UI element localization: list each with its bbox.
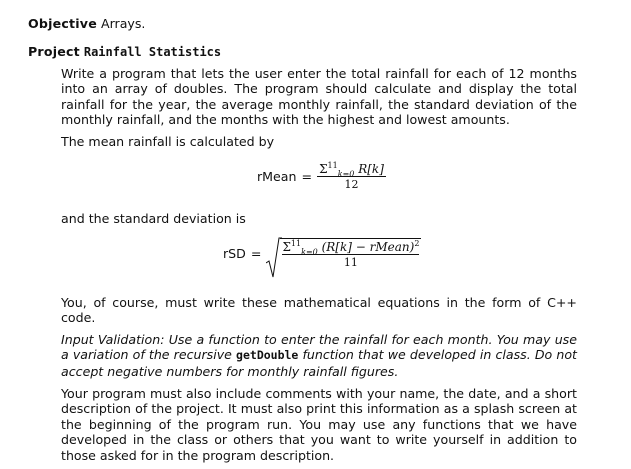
objective-text: Arrays. xyxy=(100,16,146,31)
sd-intro-text: and the standard deviation is xyxy=(61,211,246,226)
validation-text-end: function that we developed in class. Do not accept negative numbers for monthly rainfall figures. xyxy=(61,347,577,379)
project-line xyxy=(28,44,221,59)
sd-lhs: rSD xyxy=(223,246,246,261)
getdouble-code: getDouble xyxy=(236,348,299,363)
sd-formula xyxy=(223,238,421,269)
description-paragraph: Write a program that lets the user enter the total rainfall for each of 12 months into an array of doubles. The program should calculate and display the total rainfall for the year, the average monthly rainfall, the standard deviation of the monthly rainfall, and the months with the highest and lowest amounts. xyxy=(61,66,577,128)
mean-intro-text: The mean rainfall is calculated by xyxy=(61,134,275,149)
mean-numerator xyxy=(317,161,386,179)
sd-upper: 11 xyxy=(290,239,302,248)
project-label: Project xyxy=(28,44,80,59)
validation-text-start: Input Validation: Use a function to enter the rainfall for each month. You may use a variation of the recursive xyxy=(61,332,577,363)
mean-formula xyxy=(257,162,386,191)
mean-equals: = xyxy=(301,169,313,184)
square-root-icon xyxy=(266,237,282,279)
sd-fraction xyxy=(280,238,421,269)
mean-fraction xyxy=(317,162,386,191)
objective-label: Objective xyxy=(28,16,97,31)
sd-power: 2 xyxy=(414,239,420,248)
mean-upper: 11 xyxy=(327,161,338,170)
mean-denominator: 12 xyxy=(344,178,359,191)
sd-radical xyxy=(266,238,421,269)
objective-line xyxy=(28,16,145,31)
sd-numerator xyxy=(282,239,420,257)
mean-lhs: rMean xyxy=(257,169,297,184)
mean-term: R[k] xyxy=(358,162,384,176)
sd-term: (R[k] − rMean) xyxy=(321,240,415,254)
sd-lower: k=0 xyxy=(301,247,318,257)
sd-denominator: 11 xyxy=(343,256,358,269)
mean-lower: k=0 xyxy=(337,169,355,179)
sd-sigma: Σ xyxy=(282,240,291,254)
requirements-paragraph: Your program must also include comments with your name, the date, and a short description of the project. It must also print this information as a splash screen at the beginning of the program run. You may use any functions that we have developed in the class or others that you want to write yourself in addition to those asked for in the program description. xyxy=(61,386,577,463)
cpp-note-paragraph: You, of course, must write these mathematical equations in the form of C++ code. xyxy=(61,295,577,326)
sd-equals: = xyxy=(250,246,262,261)
project-title: Rainfall Statistics xyxy=(83,45,222,59)
input-validation-paragraph xyxy=(61,332,577,379)
mean-sigma: Σ xyxy=(319,162,328,176)
